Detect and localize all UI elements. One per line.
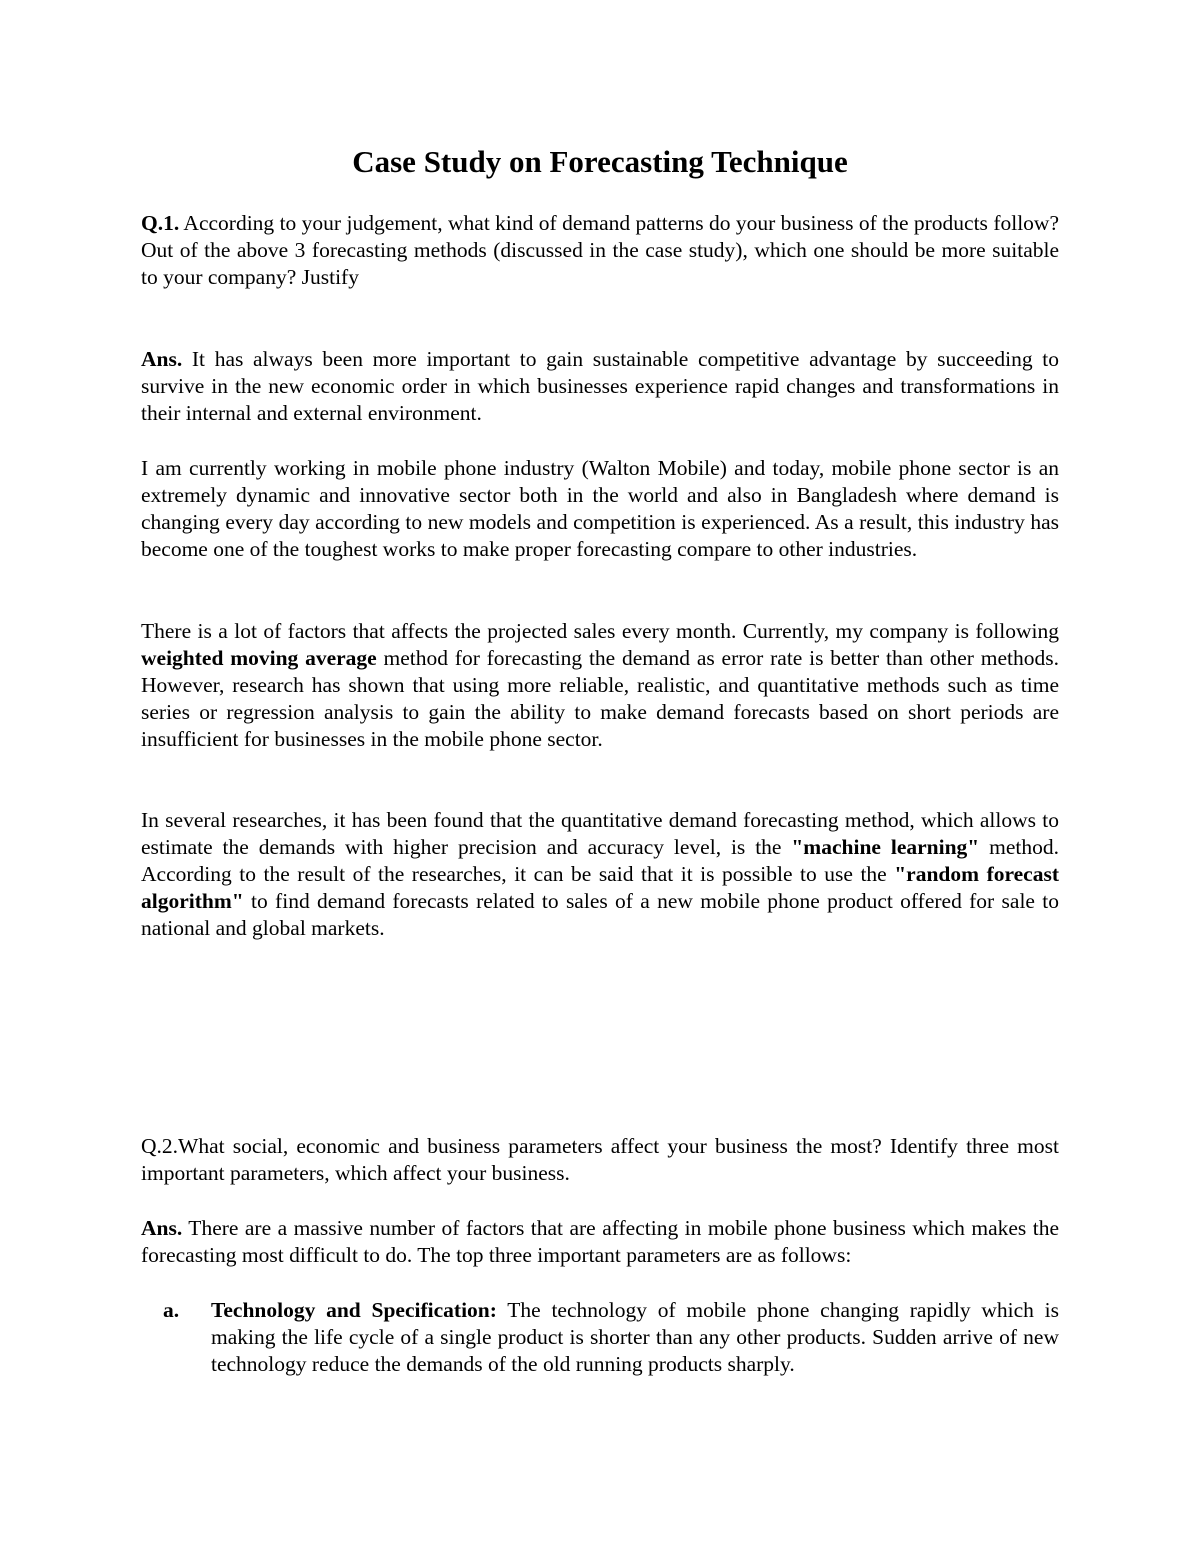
list-item-marker: a.: [163, 1298, 180, 1322]
answer-2-intro-text: There are a massive number of factors that are affecting in mobile phone business which makes the forecasting most difficult to do. The top three important parameters are as follows:: [141, 1216, 1059, 1267]
answer-2-label: Ans.: [141, 1216, 183, 1240]
answer-1-paragraph-3: [141, 618, 1059, 753]
question-1-text: According to your judgement, what kind of demand patterns do your business of the products follow? Out of the above 3 forecasting methods (discussed in the case study), which one should be more suitable to your company? Justify: [141, 211, 1059, 289]
list-item-text: The technology of mobile phone changing rapidly which is making the life cycle of a single product is shorter than any other products. Sudden arrive of new technology reduce the demands of the old running products sharply.: [211, 1298, 1060, 1376]
answer-1-paragraph-4-pre: In several researches, it has been found that the quantitative demand forecasting method, which allows to estimate the demands with higher precision and accuracy level, is the: [141, 808, 1059, 859]
answer-1-paragraph-2: I am currently working in mobile phone industry (Walton Mobile) and today, mobile phone sector is an extremely dynamic and innovative sector both in the world and also in Bangladesh where demand is changing every day according to new models and competition is experienced. As a result, this industry has become one of the toughest works to make proper forecasting compare to other industries.: [141, 456, 1059, 561]
answer-1-paragraph-1: [141, 346, 1059, 427]
question-1: [141, 210, 1059, 291]
answer-2-intro: [141, 1215, 1059, 1269]
answer-1-paragraph-4-mid: method. According to the result of the researches, it can be said that it is possible to use the: [141, 835, 1059, 886]
document-page: [141, 0, 1059, 1553]
list-item: [141, 1297, 1059, 1378]
answer-1-paragraph-4: [141, 807, 1059, 942]
document-title: Case Study on Forecasting Technique: [352, 144, 848, 179]
answer-1-label: Ans.: [141, 347, 183, 371]
weighted-moving-average-term: weighted moving average: [141, 646, 377, 670]
answer-1-paragraph-3-post: method for forecasting the demand as error rate is better than other methods. However, research has shown that using more reliable, realistic, and quantitative methods such as time series or regression analysis to gain the ability to make demand forecasts based on short periods are insufficient for businesses in the mobile phone sector.: [141, 646, 1059, 751]
random-forecast-algorithm-term: "random forecast algorithm": [141, 862, 1059, 913]
answer-1-paragraph-3-pre: There is a lot of factors that affects the projected sales every month. Currently, my company is following: [141, 619, 1059, 643]
question-1-label: Q.1.: [141, 211, 180, 235]
parameters-list: [141, 1297, 1059, 1378]
answer-1-paragraph-1-text: It has always been more important to gain sustainable competitive advantage by succeeding to survive in the new economic order in which businesses experience rapid changes and transformations in their internal and external environment.: [141, 347, 1059, 425]
list-item-heading: Technology and Specification:: [211, 1298, 497, 1322]
machine-learning-term: "machine learning": [791, 835, 980, 859]
question-2: Q.2.What social, economic and business parameters affect your business the most? Identify three most important parameters, which affect your business.: [141, 1134, 1059, 1185]
answer-1-paragraph-4-post: to find demand forecasts related to sales of a new mobile phone product offered for sale to national and global markets.: [141, 889, 1059, 940]
